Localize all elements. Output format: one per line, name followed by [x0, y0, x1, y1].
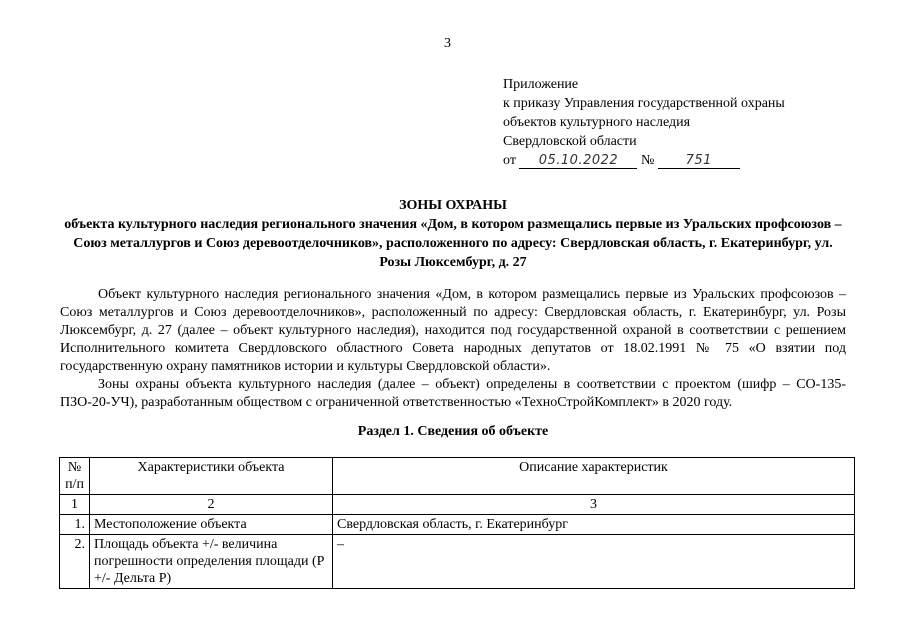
row-description: –	[333, 535, 855, 589]
index-cell: 2	[90, 495, 333, 515]
appendix-line: Свердловской области	[503, 134, 637, 149]
table-row	[60, 515, 855, 535]
table-index-row	[60, 495, 855, 515]
data-table	[59, 494, 855, 589]
appendix-block	[503, 75, 833, 170]
row-characteristic: Площадь объекта +/- величина погрешности определения площади (Р +/- Дельта Р)	[90, 535, 333, 589]
index-cell: 1	[60, 495, 90, 515]
appendix-line: объектов культурного наследия	[503, 115, 691, 130]
header-cell-number: № п/п	[60, 458, 90, 495]
row-number: 2.	[60, 535, 90, 589]
number-sign: №	[640, 153, 655, 168]
index-cell: 3	[333, 495, 855, 515]
order-number-handwritten: 751	[658, 153, 740, 169]
row-number: 1.	[60, 515, 90, 535]
title-heading: ЗОНЫ ОХРАНЫ	[399, 198, 507, 213]
row-description: Свердловская область, г. Екатеринбург	[333, 515, 855, 535]
body-text	[60, 286, 846, 412]
header-cell-characteristic: Характеристики объекта	[90, 458, 333, 495]
header-cell-description: Описание характеристик	[333, 458, 855, 495]
table-row	[60, 535, 855, 589]
paragraph-1: Объект культурного наследия регионального значения «Дом, в котором размещались первые из Уральских профсоюзов – Союз металлургов и Союз деревоотделочников», расположенный по адресу: Свердловская область, г. Екатеринбург, ул. Розы Люксембург, д. 27 (далее – объект культурного наследия), находится под государственной охраной в соответствии с решением Исполнительного комитета Свердловского областного Совета народных депутатов от 18.02.1991 № 75 «О взятии под государственную охрану памятников истории и культуры Свердловской области».	[60, 287, 846, 374]
order-date-handwritten: 05.10.2022	[519, 153, 637, 169]
section-title: Раздел 1. Сведения об объекте	[357, 424, 549, 439]
table-header-row	[60, 458, 855, 495]
order-date-number-line	[503, 151, 833, 170]
document-title	[60, 196, 846, 272]
table-header	[59, 457, 855, 495]
appendix-line: Приложение	[503, 77, 579, 92]
title-subheading: объекта культурного наследия регионального значения «Дом, в котором размещались первые из Уральских профсоюзов – Союз металлургов и Союз деревоотделочников», расположенного по адресу: Свердловская область, г. Екатеринбург, ул. Розы Люксембург, д. 27	[64, 217, 842, 270]
row-characteristic: Местоположение объекта	[90, 515, 333, 535]
paragraph-2: Зоны охраны объекта культурного наследия (далее – объект) определены в соответствии с проектом (шифр – СО-135-ПЗО-20-УЧ), разработанным обществом с ограниченной ответственностью «ТехноСтройКомплект» в 2020 году.	[60, 377, 846, 410]
appendix-line: к приказу Управления государственной охраны	[503, 96, 785, 111]
page-number: 3	[444, 36, 451, 51]
date-prefix: от	[503, 153, 516, 168]
